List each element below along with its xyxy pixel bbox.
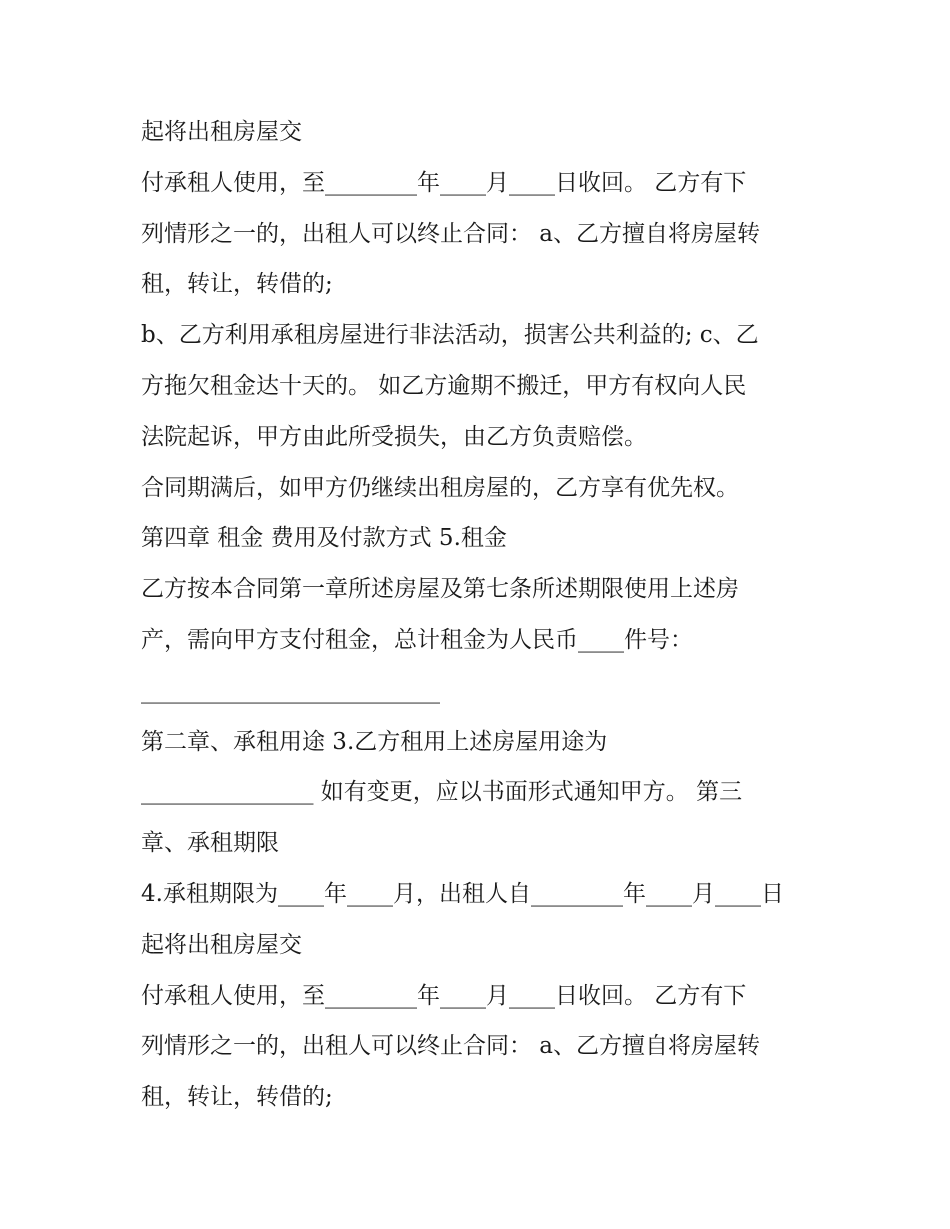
- chapter-heading: 第二章、承租用途 3.乙方租用上述房屋用途为: [141, 728, 608, 755]
- text-line: 合同期满后，如甲方仍继续出租房屋的，乙方享有优先权。: [141, 474, 739, 501]
- chapter-heading: 第四章 租金 费用及付款方式 5.租金: [141, 525, 507, 552]
- text-line: _______________ 如有变更，应以书面形式通知甲方。 第三: [141, 779, 743, 806]
- text-line: 付承租人使用，至________年____月____日收回。 乙方有下: [141, 169, 747, 196]
- text-line: 起将出租房屋交: [141, 119, 302, 145]
- text-line: 付承租人使用，至________年____月____日收回。 乙方有下: [141, 982, 747, 1009]
- text-line: 产，需向甲方支付租金，总计租金为人民币____件号：: [141, 626, 693, 653]
- document-body: [141, 107, 821, 1123]
- chapter-heading: 章、承租期限: [141, 830, 279, 857]
- text-line: 方拖欠租金达十天的。 如乙方逾期不搬迁，甲方有权向人民: [141, 372, 747, 399]
- text-line: 租，转让，转借的;: [141, 271, 333, 298]
- text-line: 起将出租房屋交: [141, 931, 302, 958]
- text-line: 法院起诉，甲方由此所受损失，由乙方负责赔偿。: [141, 423, 647, 450]
- text-line: 列情形之一的，出租人可以终止合同： a、乙方擅自将房屋转: [141, 1033, 761, 1060]
- blank-fill-line: __________________________: [141, 677, 440, 704]
- text-line: 租，转让，转借的;: [141, 1084, 333, 1111]
- text-line: 4.承租期限为____年____月，出租人自________年____月____日: [141, 880, 784, 907]
- text-line: b、乙方利用承租房屋进行非法活动，损害公共利益的; c、乙: [141, 322, 759, 349]
- text-line: 乙方按本合同第一章所述房屋及第七条所述期限使用上述房: [141, 576, 739, 603]
- text-line: 列情形之一的，出租人可以终止合同： a、乙方擅自将房屋转: [141, 220, 761, 247]
